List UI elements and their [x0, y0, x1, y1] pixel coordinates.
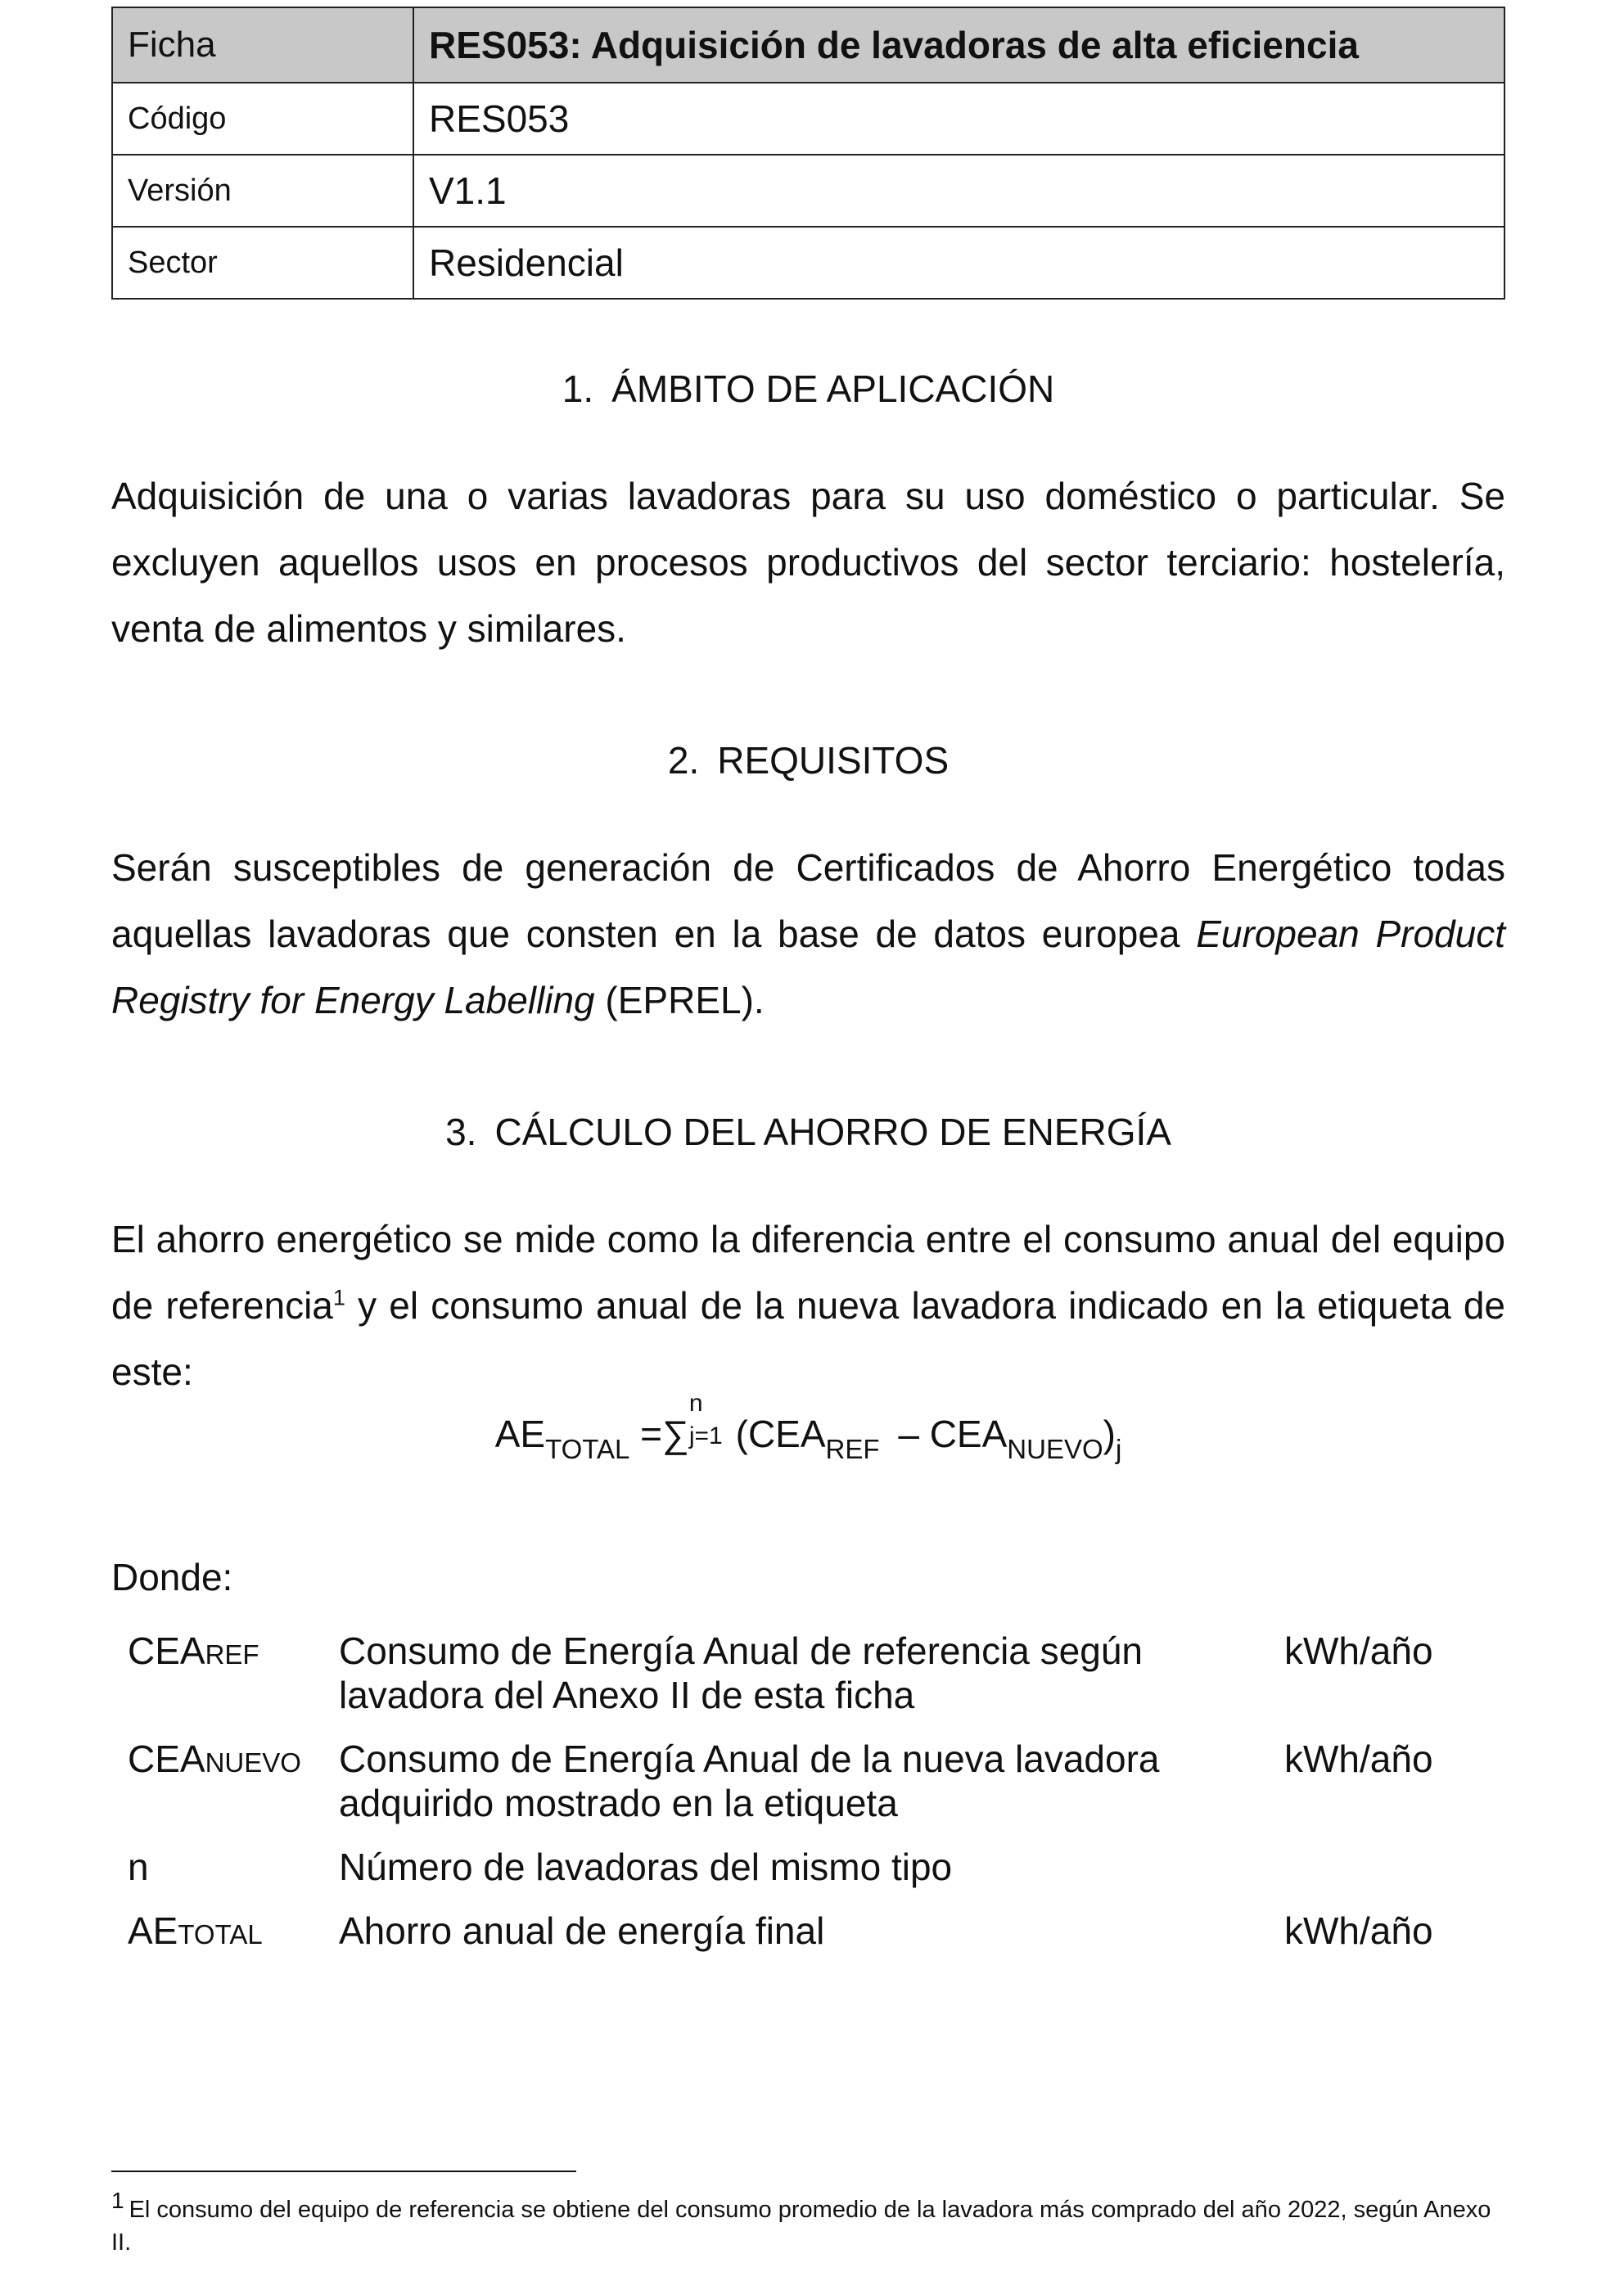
footnote-reference: 1: [332, 1285, 345, 1310]
formula-index-subscript: j: [1115, 1434, 1122, 1464]
variable-symbol: [128, 1629, 339, 1737]
fact-sheet-header-table: [111, 7, 1505, 300]
variable-symbol-base: n: [128, 1846, 149, 1888]
formula-close-paren: ): [1103, 1413, 1116, 1455]
energy-savings-formula: [111, 1390, 1505, 1464]
formula-equals: =: [640, 1413, 663, 1455]
section-2-paragraph: [111, 835, 1505, 1034]
variable-description-line: lavadora del Anexo II de esta ficha: [339, 1674, 915, 1716]
formula-term-ref: CEA: [747, 1413, 826, 1455]
section-3-number: 3.: [445, 1111, 477, 1153]
variable-row: [128, 1909, 1505, 1977]
section-1-number: 1.: [562, 367, 594, 410]
variable-symbol-subscript: REF: [205, 1639, 259, 1670]
variable-unit: [1284, 1845, 1505, 1909]
formula-lhs: AE: [494, 1413, 546, 1455]
donde-label: Donde:: [111, 1556, 233, 1598]
section-2-heading: [111, 738, 1505, 782]
formula-minus: –: [898, 1413, 919, 1455]
formula-lhs-subscript: TOTAL: [545, 1434, 630, 1464]
footnote-text: El consumo del equipo de referencia se obtiene del consumo promedio de la lavadora más comprado del año 2022, según Anexo II.: [111, 2197, 1491, 2256]
header-label-version: Versión: [112, 155, 413, 227]
header-row-codigo: [112, 83, 1504, 155]
section-2-number: 2.: [667, 739, 700, 782]
section-3-text-end: y el consumo anual de la nueva lavadora indicado en la etiqueta de este:: [111, 1284, 1505, 1393]
header-label-ficha: Ficha: [112, 7, 413, 83]
variable-description: [339, 1737, 1284, 1845]
variable-symbol: [128, 1909, 339, 1977]
variable-symbol-subscript: TOTAL: [178, 1919, 263, 1950]
header-value-ficha: RES053: Adquisición de lavadoras de alta eficiencia: [413, 7, 1504, 83]
header-row-ficha: [112, 7, 1504, 83]
formula-open-paren: (: [735, 1413, 748, 1455]
variable-description: [339, 1909, 1284, 1977]
variable-symbol: [128, 1845, 339, 1909]
variable-symbol-base: CEA: [128, 1738, 205, 1780]
variable-symbol-subscript: NUEVO: [205, 1747, 301, 1778]
variable-row: [128, 1845, 1505, 1909]
variable-description-line: Consumo de Energía Anual de referencia según: [339, 1630, 1143, 1672]
eprel-database-name: European Product Registry for Energy Labelling: [111, 913, 1505, 1021]
variable-description: [339, 1629, 1284, 1737]
section-1-title: ÁMBITO DE APLICACIÓN: [611, 367, 1055, 410]
header-label-sector: Sector: [112, 227, 413, 299]
formula-term-nuevo: CEA: [929, 1413, 1008, 1455]
footnote-marker: 1: [111, 2188, 124, 2214]
sum-upper-limit: n: [688, 1390, 703, 1417]
variable-symbol-base: CEA: [128, 1630, 205, 1672]
section-1-paragraph: Adquisición de una o varias lavadoras para su uso doméstico o particular. Se excluyen aquellos usos en procesos productivos del sector terciario: hostelería, venta de alimentos y similares.: [111, 475, 1505, 650]
footnote-separator: [111, 2171, 576, 2172]
header-value-codigo: RES053: [413, 83, 1504, 155]
variable-description-line: Ahorro anual de energía final: [339, 1909, 825, 1952]
section-3-text-start: El ahorro energético se mide como la diferencia entre el consumo anual del equipo de referencia: [111, 1218, 1505, 1327]
variable-symbol: [128, 1737, 339, 1845]
formula-term-ref-subscript: REF: [825, 1434, 880, 1464]
variable-unit: kWh/año: [1284, 1909, 1433, 1952]
section-3-title: CÁLCULO DEL AHORRO DE ENERGÍA: [494, 1111, 1171, 1153]
section-2-title: REQUISITOS: [717, 739, 950, 782]
variable-description-line: Consumo de Energía Anual de la nueva lavadora: [339, 1738, 1160, 1780]
section-3-heading: [111, 1110, 1505, 1154]
variable-row: [128, 1629, 1505, 1737]
header-row-version: [112, 155, 1504, 227]
variable-description-line: Número de lavadoras del mismo tipo: [339, 1846, 953, 1888]
variable-unit: kWh/año: [1284, 1630, 1433, 1672]
section-2-text-start: Serán susceptibles de generación de Certificados de Ahorro Energético todas aquellas lavadoras que consten en la base de datos europea: [111, 846, 1505, 955]
sum-symbol: ∑: [662, 1413, 689, 1455]
variable-description: [339, 1845, 1284, 1909]
variable-symbol-base: AE: [128, 1909, 178, 1952]
section-2-text-end: (EPREL).: [594, 979, 765, 1021]
footnote: [111, 2188, 1505, 2259]
variable-description-line: adquirido mostrado en la etiqueta: [339, 1782, 898, 1824]
sum-limits: [688, 1390, 723, 1449]
variable-unit: kWh/año: [1284, 1738, 1433, 1780]
header-value-version: V1.1: [413, 155, 1504, 227]
header-value-sector: Residencial: [413, 227, 1504, 299]
formula-term-nuevo-subscript: NUEVO: [1007, 1434, 1103, 1464]
header-label-codigo: Código: [112, 83, 413, 155]
header-row-sector: [112, 227, 1504, 299]
section-1-heading: [111, 367, 1505, 411]
variable-row: [128, 1737, 1505, 1845]
sum-lower-limit: j=1: [688, 1422, 723, 1449]
variables-table: [128, 1629, 1505, 1977]
section-3-paragraph: [111, 1206, 1505, 1405]
